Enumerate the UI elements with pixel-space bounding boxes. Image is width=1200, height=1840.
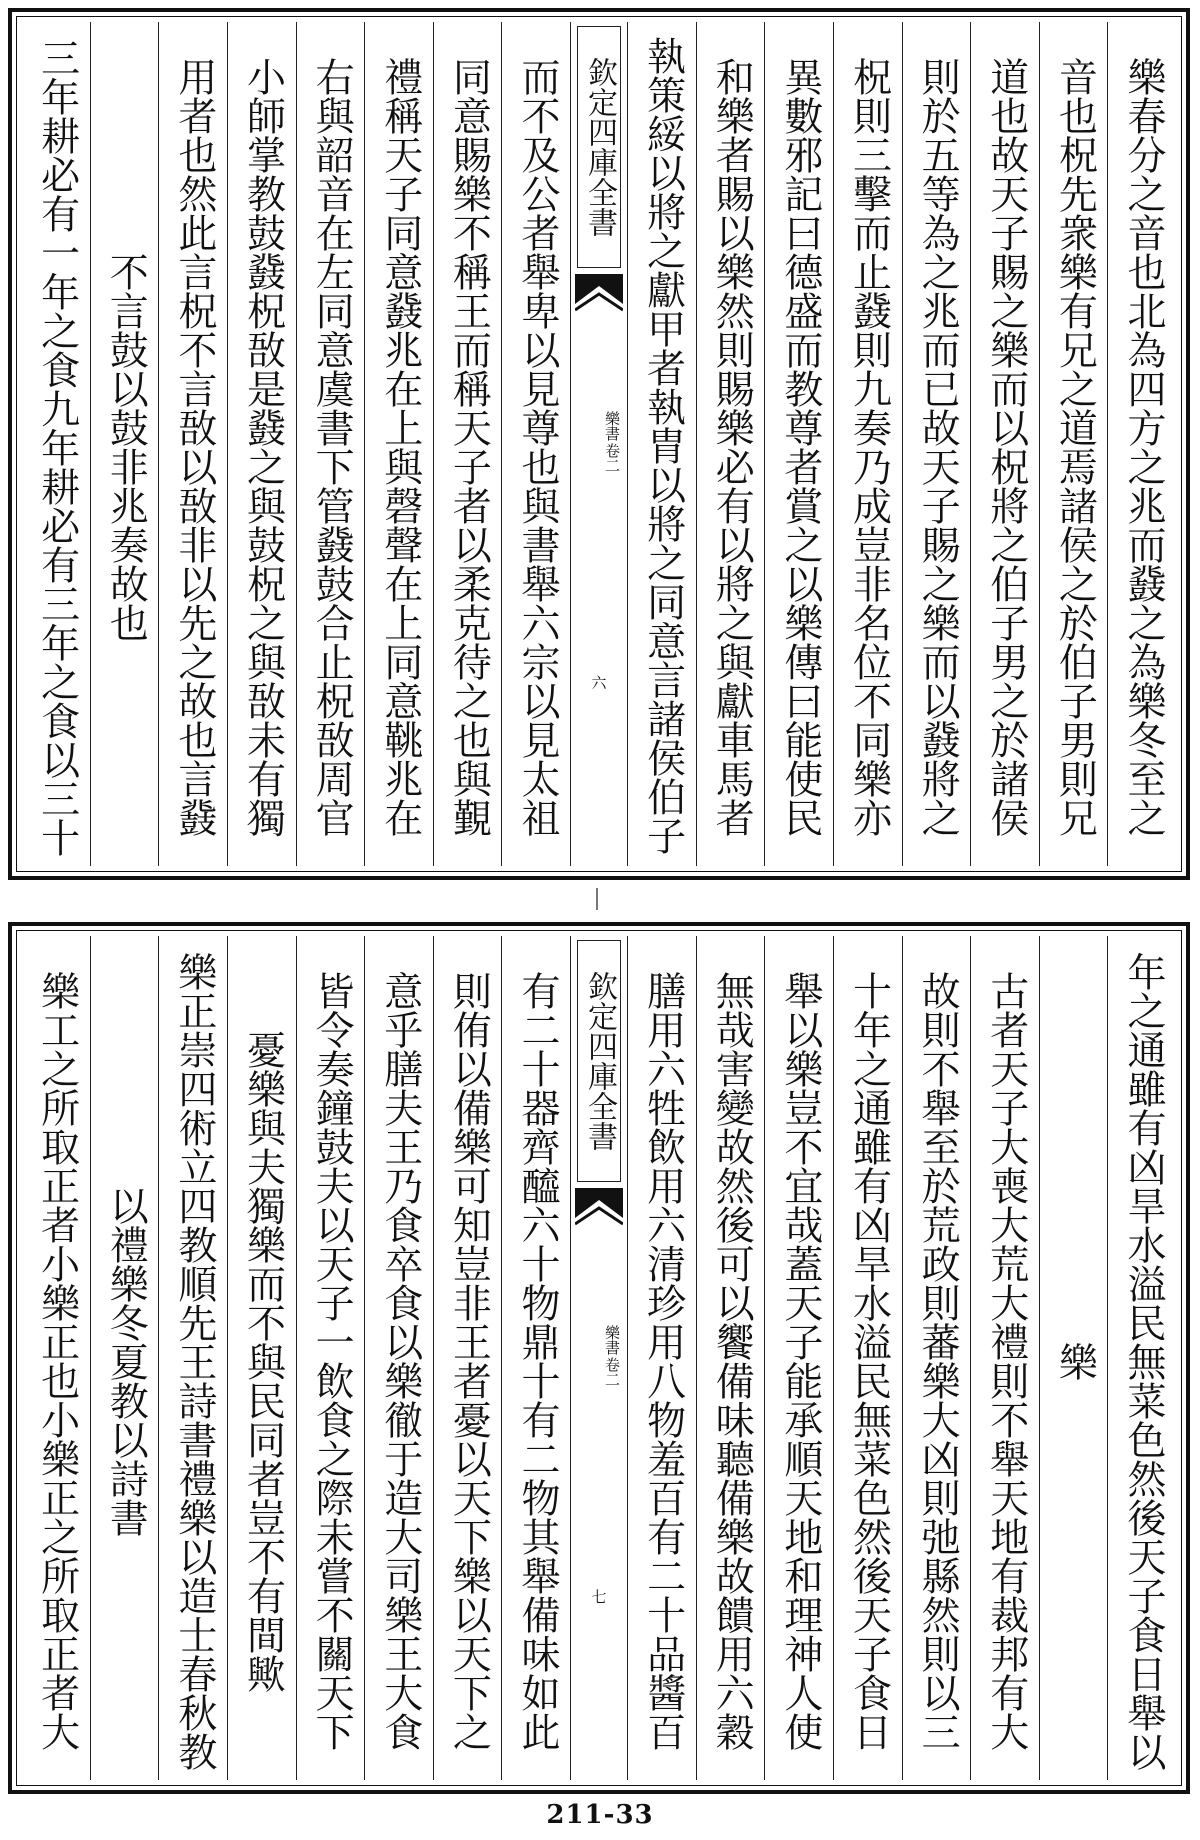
text-column — [696, 22, 765, 866]
leaf-page-number: 六 — [591, 674, 607, 692]
column-text: 舉以樂豈不宜哉蓋天子能承順天地和理神人使 — [777, 971, 823, 1751]
text-column — [970, 22, 1039, 866]
text-column — [627, 936, 696, 1780]
text-column — [501, 936, 570, 1780]
column-text: 樂春分之音也北為四方之兆而鼗之為樂冬至之 — [1121, 57, 1166, 837]
column-text: 故則不舉至於荒政則蕃樂大凶則弛縣然則以三 — [915, 971, 961, 1751]
text-column — [627, 22, 696, 866]
text-column — [696, 936, 765, 1780]
column-text: 古者天子大喪大荒大禮則不舉天地有裁邦有大 — [983, 971, 1029, 1751]
column-text: 柷則三擊而止鼗則九奏乃成豈非名位不同樂亦 — [846, 57, 892, 837]
text-column — [433, 936, 502, 1780]
chapter-label — [577, 382, 621, 502]
column-text: 則侑以備樂可知豈非王者憂以天下樂以天下之 — [446, 971, 492, 1751]
text-column — [296, 936, 365, 1780]
text-column — [158, 22, 227, 866]
column-text: 以禮樂冬夏教以詩書 — [103, 1185, 149, 1537]
text-column — [1107, 22, 1176, 866]
text-column — [902, 936, 971, 1780]
text-column — [764, 22, 833, 866]
column-text: 不言鼓以鼓非兆奏故也 — [103, 252, 149, 642]
column-text: 樂工之所取正者小樂正也小樂正之所取正者大 — [34, 971, 80, 1751]
column-text: 有二十器齊醯六十物鼎十有二物其舉備味如此 — [515, 971, 560, 1751]
chapter-book-name: 樂書 — [603, 1325, 621, 1355]
text-column — [90, 22, 159, 866]
column-text: 則於五等為之兆而已故天子賜之樂而以鼗將之 — [915, 57, 961, 837]
book-title: 欽定四庫全書 — [577, 940, 621, 1182]
bottom-page — [8, 922, 1190, 1794]
text-column — [433, 22, 502, 866]
column-text: 小師掌教鼓鼗柷敔是鼗之與鼓柷之與敔未有獨 — [240, 57, 286, 837]
text-column — [501, 22, 570, 866]
column-text: 道也故天子賜之樂而以柷將之伯子男之於諸侯 — [983, 57, 1029, 837]
chapter-volume: 卷二 — [603, 1357, 621, 1387]
column-text: 用者也然此言柷不言敔以敔非以先之故也言鼗 — [171, 57, 217, 837]
text-column — [22, 22, 90, 866]
text-column — [1107, 936, 1176, 1780]
column-text: 同意賜樂不稱王而稱天子者以柔克待之也與覲 — [446, 57, 492, 837]
bottom-page-columns — [22, 936, 1176, 1780]
column-text: 和樂者賜以樂然則賜樂必有以將之與獻車馬者 — [709, 57, 755, 837]
text-column — [833, 22, 902, 866]
footer-page-number: 211-33 — [546, 1800, 654, 1830]
column-text: 憂樂與夫獨樂而不與民同者豈不有間歟 — [240, 1029, 286, 1693]
top-page — [8, 8, 1190, 880]
column-text: 而不及公者舉卑以見尊也與書舉六宗以見太祖 — [515, 57, 560, 837]
fish-tail-mark — [575, 274, 623, 320]
text-column — [902, 22, 971, 866]
text-column — [22, 936, 90, 1780]
text-column — [970, 936, 1039, 1780]
text-column — [227, 22, 296, 866]
column-text: 禮稱天子同意鼗兆在上與磬聲在上同意鞉兆在 — [377, 57, 423, 837]
text-column — [1039, 22, 1108, 866]
column-text: 異數邪記曰德盛而教尊者賞之以樂傳曰能使民 — [777, 57, 823, 837]
column-text: 三年耕必有一年之食九年耕必有三年之食以三十 — [34, 37, 80, 857]
book-title: 欽定四庫全書 — [577, 26, 621, 268]
center-margin — [570, 22, 627, 866]
chapter-book-name: 樂書 — [603, 411, 621, 441]
column-text: 樂 — [1052, 1341, 1098, 1381]
column-text: 無哉害變故然後可以饗備味聽備樂故饋用六穀 — [709, 971, 755, 1751]
text-column — [764, 936, 833, 1780]
fish-tail-mark — [575, 1188, 623, 1234]
text-column — [227, 936, 296, 1780]
center-margin — [570, 936, 627, 1780]
column-text: 皆令奏鐘鼓夫以天子一飲食之際未嘗不關天下 — [309, 971, 355, 1751]
column-text: 右與韶音在左同意虞書下管鼗鼓合止柷敔周官 — [309, 57, 355, 837]
column-text: 執策綏以將之獻甲者執胄以將之同意言諸侯伯子 — [640, 36, 686, 855]
text-column — [158, 936, 227, 1780]
column-text: 樂正崇四術立四教順先王詩書禮樂以造士春秋教 — [171, 951, 217, 1771]
column-text: 十年之通雖有凶旱水溢民無菜色然後天子食日 — [846, 971, 892, 1751]
chapter-label — [577, 1296, 621, 1416]
column-text: 意乎膳夫王乃食卒食以樂徹于造大司樂王大食 — [377, 971, 423, 1751]
text-column — [833, 936, 902, 1780]
top-page-columns — [22, 22, 1176, 866]
text-column — [90, 936, 159, 1780]
text-column — [364, 22, 433, 866]
text-column — [296, 22, 365, 866]
chapter-volume: 卷二 — [603, 443, 621, 473]
text-column — [364, 936, 433, 1780]
column-text: 音也柷先衆樂有兄之道焉諸侯之於伯子男則兄 — [1052, 57, 1098, 837]
column-text: 膳用六牲飲用六清珍用八物羞百有二十品醬百 — [640, 971, 686, 1751]
page-divider-mark — [596, 888, 598, 910]
column-text: 年之通雖有凶旱水溢民無菜色然後天子食日舉以 — [1121, 951, 1166, 1771]
text-column — [1039, 936, 1108, 1780]
leaf-page-number: 七 — [591, 1588, 607, 1606]
